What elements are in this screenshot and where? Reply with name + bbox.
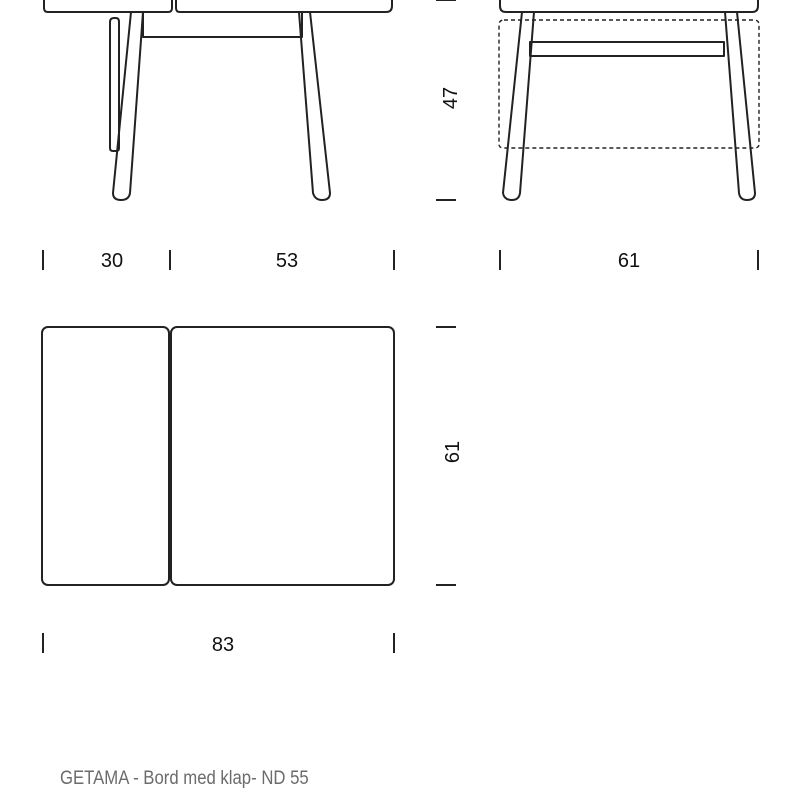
- side-left-leg: [503, 12, 534, 200]
- front-tabletop-main: [176, 0, 392, 12]
- side-depth-dimension: [500, 250, 758, 272]
- plan-main-panel: [171, 327, 394, 585]
- front-width-dimensions: [43, 250, 394, 272]
- front-view: [44, 0, 392, 200]
- height-dimension: [436, 0, 462, 200]
- plan-view: [42, 327, 394, 585]
- front-right-leg: [299, 12, 330, 200]
- dim-height-label: 47: [440, 86, 462, 110]
- plan-depth-dimension: [436, 327, 464, 585]
- front-apron: [143, 12, 302, 37]
- caption: GETAMA - Bord med klap- ND 55: [60, 768, 309, 789]
- dim-side-depth-label: 61: [617, 250, 641, 272]
- dim-plan-depth-label: 61: [442, 440, 464, 464]
- side-right-leg: [725, 12, 755, 200]
- dim-top-width-label: 53: [275, 250, 299, 272]
- front-tabletop-flap: [44, 0, 172, 12]
- front-folded-flap: [110, 18, 119, 151]
- front-left-leg: [113, 12, 143, 200]
- side-flap-outline: [499, 20, 759, 148]
- plan-flap-panel: [42, 327, 169, 585]
- side-apron: [530, 42, 724, 56]
- dim-total-width-label: 83: [211, 634, 235, 656]
- side-view: [499, 0, 759, 200]
- dim-flap-width-label: 30: [100, 250, 124, 272]
- side-tabletop: [500, 0, 758, 12]
- plan-width-dimension: [43, 633, 394, 656]
